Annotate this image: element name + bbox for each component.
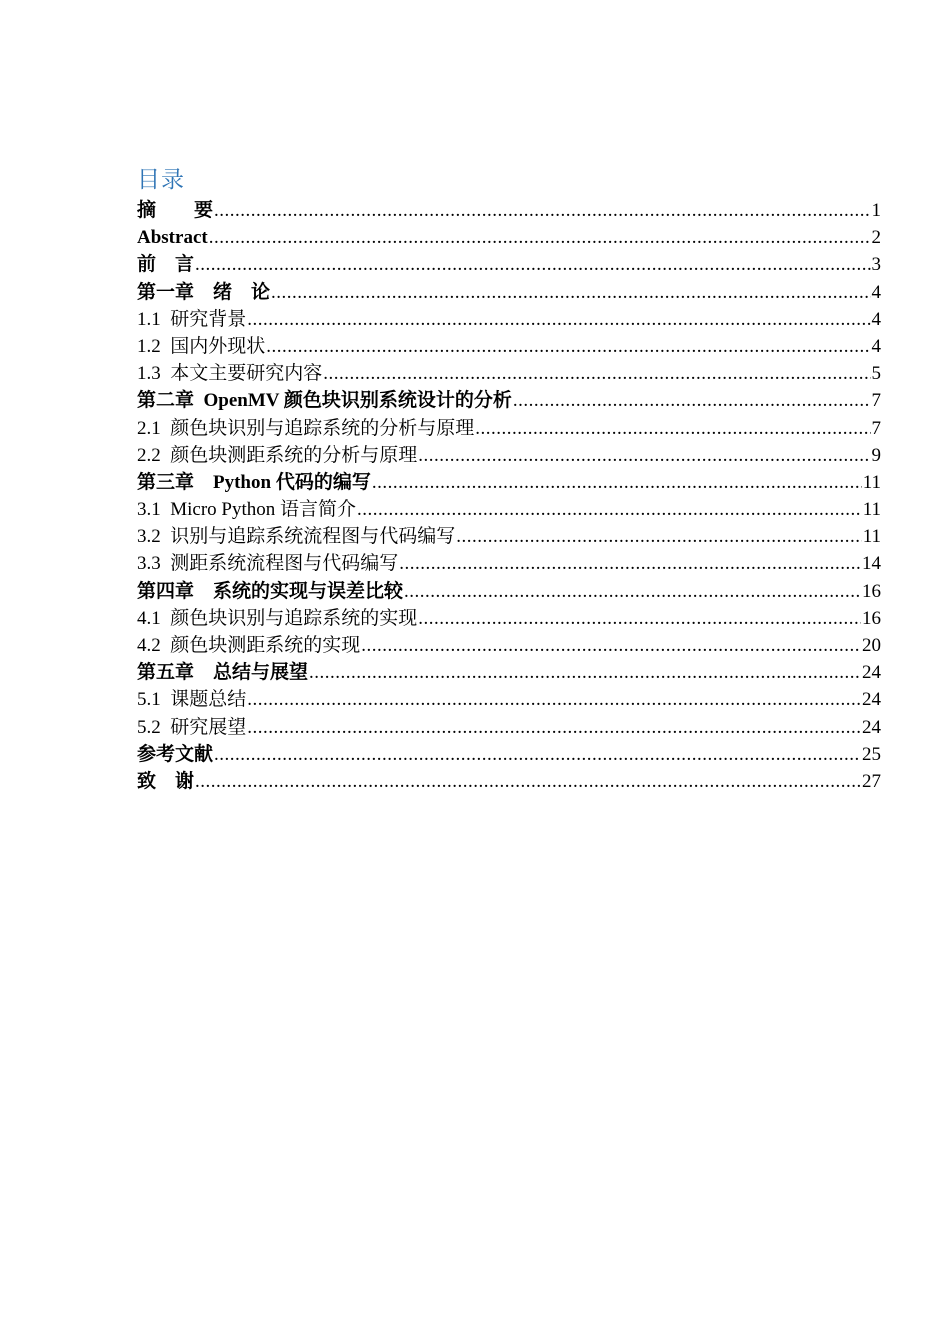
toc-dot-leader (247, 714, 861, 741)
toc-entry-label: 5.1 课题总结 (137, 689, 247, 711)
toc-entry-page-number: 3 (871, 254, 881, 276)
toc-dot-leader (418, 442, 870, 469)
toc-entry[interactable] (137, 469, 881, 496)
toc-title: 目录 (137, 167, 185, 193)
toc-entry-page-number: 1 (871, 200, 881, 221)
toc-entry-label: 5.2 研究展望 (137, 716, 247, 738)
toc-entry-page-number: 5 (871, 363, 881, 385)
toc-entry[interactable] (137, 279, 881, 306)
toc-entry-label: 2.1 颜色块识别与追踪系统的分析与原理 (137, 417, 475, 439)
toc-entry-label: 摘 要 (137, 200, 214, 221)
toc-entry-label: 致 谢 (137, 770, 195, 792)
toc-entry-page-number: 4 (871, 308, 881, 330)
toc-entry-page-number: 16 (862, 580, 881, 602)
toc-entry-page-number: 24 (862, 689, 881, 711)
table-of-contents (137, 197, 881, 795)
toc-dot-leader (399, 550, 861, 577)
toc-dot-leader (456, 523, 861, 550)
toc-dot-leader (513, 387, 871, 414)
toc-entry-label: 前 言 (137, 254, 195, 276)
toc-entry-label: 1.2 国内外现状 (137, 335, 266, 357)
toc-entry-label: 第五章 总结与展望 (137, 662, 309, 684)
toc-entry-label: 2.2 颜色块测距系统的分析与原理 (137, 444, 418, 466)
toc-entry-page-number: 20 (862, 635, 881, 656)
toc-entry-page-number: 25 (862, 743, 881, 765)
toc-entry-label: 参考文献 (137, 743, 214, 765)
toc-entry-label: 3.2 识别与追踪系统流程图与代码编写 (137, 526, 456, 548)
toc-entry-page-number: 2 (871, 227, 881, 249)
toc-entry[interactable] (137, 686, 881, 713)
toc-entry[interactable] (137, 224, 881, 251)
toc-dot-leader (247, 306, 870, 333)
toc-entry[interactable] (137, 578, 881, 605)
toc-dot-leader (404, 578, 861, 605)
toc-entry[interactable] (137, 306, 881, 333)
toc-entry-label: 第四章 系统的实现与误差比较 (137, 580, 404, 602)
toc-entry[interactable] (137, 659, 881, 686)
toc-entry-label: 4.2 颜色块测距系统的实现 (137, 635, 361, 656)
toc-entry[interactable] (137, 714, 881, 741)
toc-entry-page-number: 14 (862, 553, 881, 575)
toc-dot-leader (214, 741, 861, 768)
toc-entry-page-number: 24 (862, 716, 881, 738)
toc-entry-page-number: 11 (862, 526, 881, 548)
toc-entry-label: 1.1 研究背景 (137, 308, 247, 330)
toc-dot-leader (195, 251, 870, 278)
toc-entry-label: 1.3 本文主要研究内容 (137, 363, 323, 385)
toc-dot-leader (475, 415, 870, 442)
toc-entry-page-number: 9 (871, 444, 881, 466)
toc-entry-page-number: 11 (862, 471, 881, 493)
toc-entry-label: 4.1 颜色块识别与追踪系统的实现 (137, 607, 418, 629)
toc-entry[interactable] (137, 605, 881, 632)
toc-entry-page-number: 16 (862, 607, 881, 629)
toc-dot-leader (271, 279, 870, 306)
toc-dot-leader (361, 632, 861, 659)
toc-entry-page-number: 7 (871, 390, 881, 412)
toc-dot-leader (214, 197, 870, 224)
toc-entry-label: 第三章 Python 代码的编写 (137, 471, 371, 493)
toc-entry[interactable] (137, 523, 881, 550)
toc-entry[interactable] (137, 550, 881, 577)
toc-entry[interactable] (137, 197, 881, 224)
toc-dot-leader (247, 686, 861, 713)
toc-entry-label: 第一章 绪 论 (137, 281, 271, 303)
toc-entry-page-number: 27 (862, 770, 881, 792)
toc-dot-leader (418, 605, 861, 632)
toc-entry-page-number: 11 (862, 499, 881, 521)
toc-entry-label: 3.1 Micro Python 语言简介 (137, 499, 357, 521)
toc-dot-leader (209, 224, 871, 251)
toc-entry-label: 3.3 测距系统流程图与代码编写 (137, 553, 399, 575)
toc-entry-label: Abstract (137, 227, 208, 249)
toc-entry[interactable] (137, 496, 881, 523)
toc-entry[interactable] (137, 251, 881, 278)
toc-dot-leader (357, 496, 862, 523)
toc-entry-page-number: 4 (871, 335, 881, 357)
toc-dot-leader (195, 768, 861, 795)
toc-entry[interactable] (137, 768, 881, 795)
toc-entry[interactable] (137, 333, 881, 360)
toc-entry-page-number: 7 (871, 417, 881, 439)
toc-entry[interactable] (137, 415, 881, 442)
toc-entry-label: 第二章 OpenMV 颜色块识别系统设计的分析 (137, 390, 512, 412)
toc-dot-leader (323, 360, 870, 387)
toc-entry[interactable] (137, 387, 881, 414)
toc-entry[interactable] (137, 442, 881, 469)
toc-dot-leader (372, 469, 862, 496)
toc-entry[interactable] (137, 360, 881, 387)
toc-entry-page-number: 24 (862, 662, 881, 684)
toc-dot-leader (309, 659, 861, 686)
toc-entry[interactable] (137, 632, 881, 659)
toc-entry[interactable] (137, 741, 881, 768)
toc-entry-page-number: 4 (871, 281, 881, 303)
toc-dot-leader (266, 333, 870, 360)
